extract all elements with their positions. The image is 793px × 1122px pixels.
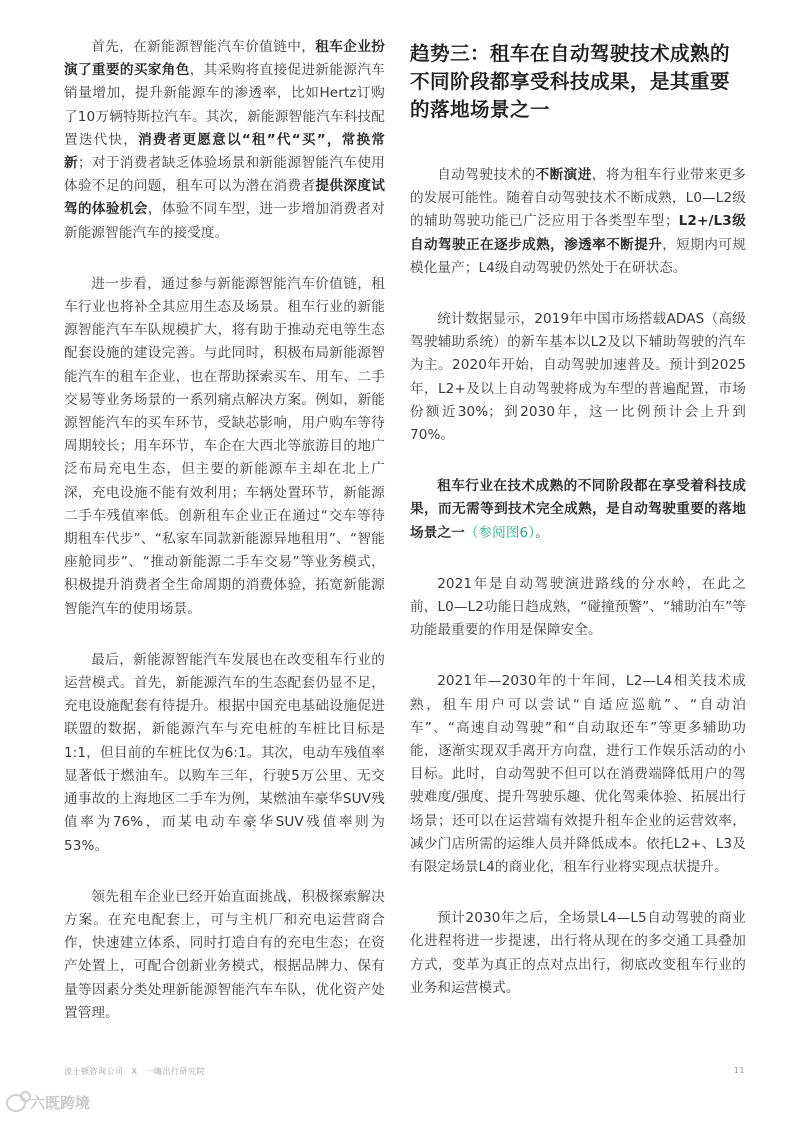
emphasis-text: 租车企业扮演了重要的买家角色 [64, 39, 385, 79]
right-paragraph-6: 预计2030年之后，全场景L4—L5自动驾驶的商业化进程将进一步提速，出行将从现在的多交通工具叠加方式，变革为真正的点对点出行，彻底改变租车行业的业务和运营模式。 [410, 910, 746, 996]
left-paragraph-4: 领先租车企业已经开始直面挑战，积极探索解决方案。在充电配套上，可与主机厂和充电运营商合作，快速建立体系，同时打造自有的充电生态；在资产处置上，可配合创新业务模式，根据品牌力、保有量等因素分类处理新能源智能汽车车队，优化资产处置管理。 [64, 888, 385, 1021]
footer-x: X [131, 1067, 138, 1076]
footer-org-left: 波士顿咨询公司 [64, 1067, 124, 1076]
footer-org-right: 一嗨出行研究院 [145, 1067, 205, 1076]
right-paragraph-4: 2021年是自动驾驶演进路线的分水岭，在此之前，L0—L2功能日趋成熟，“碰撞预警”、“辅助泊车”等功能最重要的作用是保障安全。 [410, 575, 746, 639]
left-paragraph-2: 进一步看，通过参与新能源智能汽车价值链，租车行业也将补全其应用生态及场景。租车行业的新能源智能汽车车队规模扩大，将有助于推动充电等生态配套设施的建设完善。与此同时，积极布局新能源智能汽车的租车企业，也在帮助探索买车、用车、二手交易等业务场景的一系列痛点解决方案。例如，新能源智能汽车的买车环节，受缺芯影响，用户购车等待周期较长；用车环节，车企在大西北等旅游目的地广泛布局充电生态，但主要的新能源车主却在北上广深，充电设施不能有效利用；车辆处置环节，新能源二手车残值率低。创新租车企业正在通过“交车等待期租车代步”、“私家车同款新能源异地租用”、“智能座舱同步”、“推动新能源二手车交易”等业务模式，积极提升消费者全生命周期的消费体验，拓宽新能源智能汽车的使用场景。 [64, 275, 385, 617]
right-column [410, 36, 746, 1028]
text-run: ，体验不同车型，进一步增加消费者对新能源智能汽车的接受度。 [64, 201, 385, 241]
right-paragraph-2: 统计数据显示，2019年中国市场搭载ADAS（高级驾驶辅助系统）的新车基本以L2及以下辅助驾驶的汽车为主。2020年开始，自动驾驶加速普及。预计到2025年，L2+及以上自动驾驶将成为车型的普遍配置，市场份额近30%；到2030年，这一比例预计会上升到70%。 [410, 311, 746, 444]
text-run: 自动驾驶技术的 [437, 167, 536, 183]
text-run: ，其采购将直接促进新能源汽车销量增加，提升新能源车的渗透率，比如Hertz订购了10万辆特斯拉汽车。其次，新能源智能汽车科技配置迭代快， [64, 62, 385, 148]
page-number: 11 [733, 1066, 745, 1075]
emphasis-text: 租车行业在技术成熟的不同阶段都在享受着科技成果，而无需等到技术完全成熟，是自动驾驶重要的落地场景之一 [410, 478, 746, 541]
left-column [64, 36, 385, 1053]
text-run: ，短期内可规模化量产；L4级自动驾驶仍然处于在研状态。 [410, 236, 746, 276]
emphasis-text: 不断演进 [535, 167, 592, 183]
text-run: ；对于消费者缺乏体验场景和新能源智能汽车使用体验不足的问题，租车可以为潜在消费者 [64, 155, 385, 195]
right-paragraph-5: 2021年—2030年的十年间，L2—L4相关技术成熟，租车用户可以尝试“自适应巡航”、“自动泊车”、“高速自动驾驶”和“自动取还车”等更多辅助功能，逐渐实现双手离开方向盘，进行工作娱乐活动的小目标。此时，自动驾驶不但可以在消费端降低用户的驾驶难度/强度、提升驾驶乐趣、优化驾乘体验、拓展出行场景；还可以在运营端有效提升租车企业的运营效率，减少门店所需的运维人员并降低成本。依托L2+、L3及有限定场景L4的商业化，租车行业将实现点状提升。 [410, 673, 746, 876]
section-heading: 趋势三：租车在自动驾驶技术成熟的不同阶段都享受科技成果，是其重要的落地场景之一 [410, 42, 731, 121]
right-paragraph-1 [410, 164, 746, 280]
text-run: 首先，在新能源智能汽车价值链中， [91, 39, 316, 55]
watermark-logo-icon [6, 1094, 26, 1112]
emphasis-text: L2+/L3级自动驾驶正在逐步成熟，渗透率不断提升 [410, 213, 747, 253]
left-paragraph-3: 最后，新能源智能汽车发展也在改变租车行业的运营模式。首先，新能源汽车的生态配套仍显不足，充电设施配套有待提升。根据中国充电基础设施促进联盟的数据，新能源汽车与充电桩的车桩比目标是1:1，但目前的车桩比仅为6:1。其次，电动车残值率显著低于燃油车。以购车三年，行驶5万公里、无交通事故的上海地区二手车为例，某燃油车豪华SUV残值率为76%，而某电动车豪华SUV残值率则为53%。 [64, 651, 385, 854]
right-paragraph-3 [410, 475, 746, 545]
text-run: ，将为租车行业带来更多的发展可能性。随着自动驾驶技术不断成熟，L0—L2级的辅助驾驶功能已广泛应用于各类型车型； [410, 167, 746, 230]
page-footer [64, 1066, 745, 1077]
left-paragraph-1 [64, 36, 385, 245]
watermark [6, 1092, 90, 1113]
watermark-text: 六既跨境 [30, 1094, 91, 1112]
emphasis-text: 提供深度试驾的体验机会 [64, 178, 385, 218]
text-run: 。 [535, 524, 549, 541]
emphasis-text: 消费者更愿意以“租”代“买”，常换常新 [64, 131, 385, 172]
figure-reference: （参阅图6） [464, 524, 536, 541]
